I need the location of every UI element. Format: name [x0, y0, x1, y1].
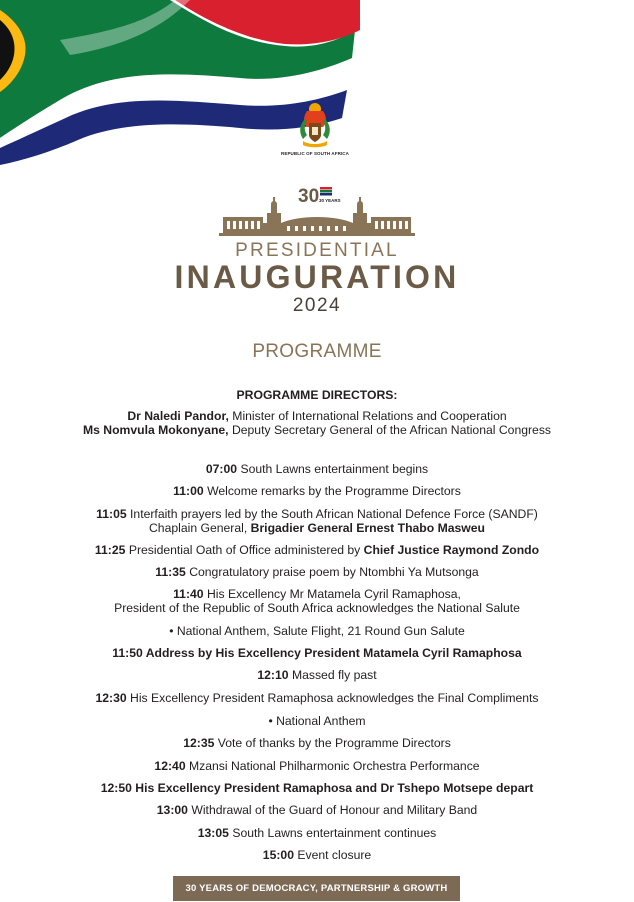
time: 11:35 — [155, 565, 186, 579]
director-2-role: Deputy Secretary General of the African National Congress — [231, 423, 552, 437]
schedule-item-1300 — [0, 803, 634, 818]
schedule-item-1105-cont — [0, 521, 634, 536]
schedule-item-1250 — [0, 781, 634, 796]
description: Congratulatory praise poem by Ntombhi Ya Mutsonga — [189, 565, 479, 579]
description: Welcome remarks by the Programme Directors — [207, 484, 461, 498]
description: Mzansi National Philharmonic Orchestra Performance — [188, 759, 480, 773]
schedule-item-1240 — [0, 759, 634, 774]
description: Massed fly past — [291, 668, 377, 682]
footer-banner: 30 YEARS OF DEMOCRACY, PARTNERSHIP & GROWTH — [173, 876, 460, 901]
time: 11:00 — [173, 484, 204, 498]
time: 11:50 — [112, 646, 143, 660]
description: Withdrawal of the Guard of Honour and Military Band — [191, 803, 478, 817]
time: 13:05 — [197, 826, 229, 840]
schedule-item-1235 — [0, 736, 634, 751]
schedule-item-1305 — [0, 826, 634, 841]
director-2-name: Ms Nomvula Mokonyane, — [82, 423, 229, 437]
schedule-item-1140 — [0, 587, 634, 602]
description: Interfaith prayers led by the South African National Defence Force (SANDF) — [130, 507, 538, 521]
description: South Lawns entertainment begins — [240, 462, 429, 476]
description: Vote of thanks by the Programme Directors — [217, 736, 451, 750]
schedule-item-1230 — [0, 691, 634, 706]
schedule-item-1150 — [0, 646, 634, 661]
title-inauguration: INAUGURATION — [174, 259, 460, 295]
title-presidential: PRESIDENTIAL — [235, 240, 399, 261]
description: His Excellency President Ramaphosa and Dr Tshepo Motsepe depart — [135, 781, 534, 795]
time: 15:00 — [262, 848, 294, 862]
schedule-item-1135 — [0, 565, 634, 580]
officiant-name: Chief Justice Raymond Zondo — [363, 543, 540, 557]
union-buildings-graphic — [219, 195, 415, 239]
director-1-role: Minister of International Relations and Cooperation — [232, 409, 507, 423]
directors-heading: PROGRAMME DIRECTORS: — [236, 388, 398, 402]
schedule-item-1125 — [0, 543, 634, 558]
director-1 — [0, 409, 634, 424]
officiant-name: Brigadier General Ernest Thabo Masweu — [250, 521, 485, 535]
schedule-item-1500 — [0, 848, 634, 863]
schedule-item-1140-bullet: • National Anthem, Salute Flight, 21 Round Gun Salute — [169, 624, 465, 638]
description: South Lawns entertainment continues — [232, 826, 437, 840]
programme-heading: PROGRAMME — [252, 341, 382, 362]
schedule-item-1210 — [0, 668, 634, 683]
time: 12:10 — [257, 668, 289, 682]
description: Presidential Oath of Office administered by — [128, 543, 361, 557]
description: His Excellency President Ramaphosa acknowledges the Final Compliments — [130, 691, 539, 705]
schedule-item-1230-bullet: • National Anthem — [268, 714, 366, 728]
schedule-item-1140-cont: President of the Republic of South Africa acknowledges the National Salute — [114, 601, 520, 615]
title-year: 2024 — [292, 295, 342, 316]
coat-of-arms-icon — [293, 101, 337, 149]
time: 11:05 — [96, 507, 127, 521]
description: Chaplain General, — [149, 521, 248, 535]
time: 12:50 — [100, 781, 132, 795]
time: 12:30 — [95, 691, 127, 705]
schedule-item-1100 — [0, 484, 634, 499]
director-2 — [0, 423, 634, 438]
description: Event closure — [297, 848, 372, 862]
description: His Excellency Mr Matamela Cyril Ramaphosa, — [206, 587, 461, 601]
anniversary-badge-text: 30 YEARS — [319, 198, 341, 203]
time: 11:25 — [94, 543, 126, 557]
director-1-name: Dr Naledi Pandor, — [127, 409, 229, 423]
time: 07:00 — [205, 462, 238, 476]
time: 11:40 — [173, 587, 204, 601]
schedule-item-0700 — [0, 462, 634, 477]
time: 13:00 — [156, 803, 188, 817]
svg-text:30: 30 — [298, 186, 320, 207]
coat-of-arms-label: REPUBLIC OF SOUTH AFRICA — [281, 151, 349, 156]
time: 12:35 — [183, 736, 215, 750]
schedule-item-1105 — [0, 507, 634, 522]
coat-of-arms — [293, 101, 337, 154]
time: 12:40 — [154, 759, 186, 773]
description: Address by His Excellency President Matamela Cyril Ramaphosa — [145, 646, 522, 660]
